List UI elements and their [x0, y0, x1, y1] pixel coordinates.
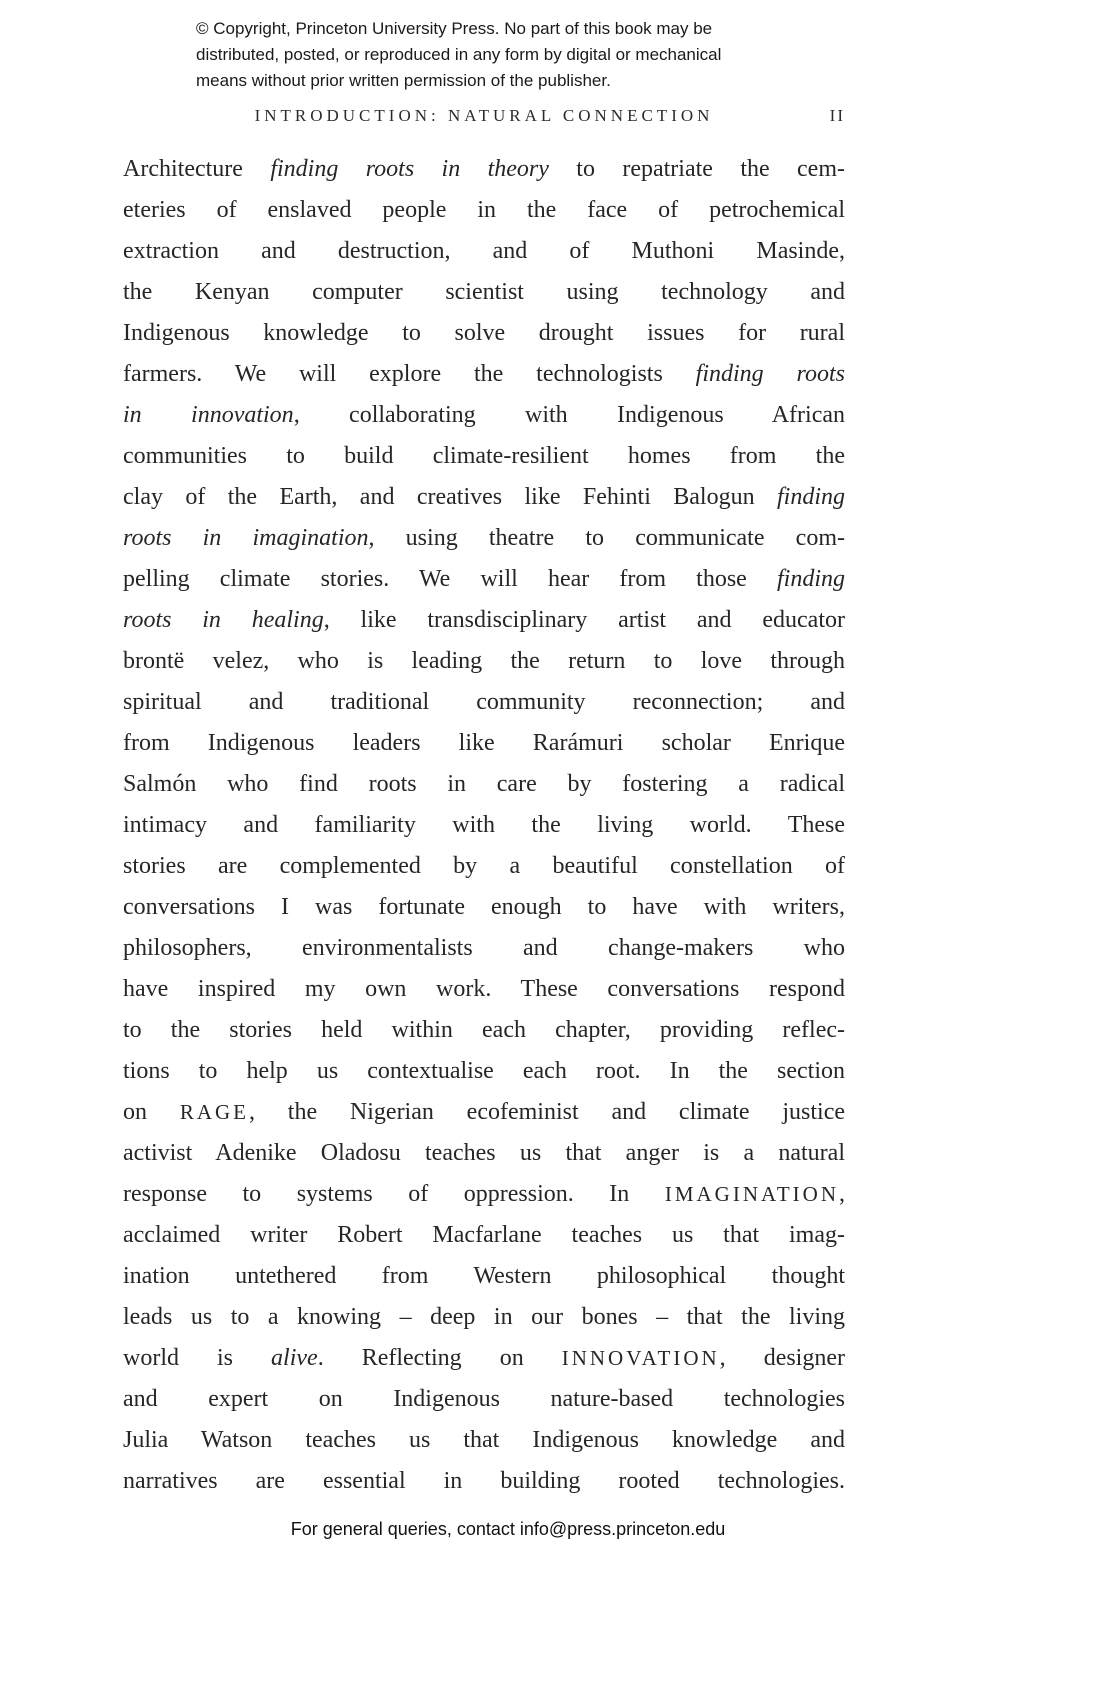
- smallcaps-text: IMAGINATION: [664, 1182, 839, 1206]
- text: stories are complemented by a beautiful constellation of: [123, 853, 845, 879]
- body-line: [123, 1051, 845, 1092]
- text: Julia Watson teaches us that Indigenous knowledge and: [123, 1427, 845, 1453]
- body-line: [123, 436, 845, 477]
- body-line: [123, 1420, 845, 1461]
- copyright-line: © Copyright, Princeton University Press. No part of this book may be: [196, 19, 713, 38]
- body-line: [123, 846, 845, 887]
- italic-text: in innovation: [123, 402, 294, 428]
- smallcaps-text: INNOVATION: [561, 1346, 720, 1370]
- body-line: [123, 559, 845, 600]
- body-line: [123, 805, 845, 846]
- text: intimacy and familiarity with the living world. These: [123, 812, 845, 838]
- italic-text: finding roots in theory: [270, 156, 549, 182]
- text: , the Nigerian ecofeminist and climate justice: [248, 1099, 845, 1125]
- text: philosophers, environmentalists and change-makers who: [123, 935, 845, 961]
- body-line: [123, 477, 845, 518]
- body-line: [123, 313, 845, 354]
- body-line: [123, 272, 845, 313]
- body-line: [123, 1379, 845, 1420]
- text: pelling climate stories. We will hear from those: [123, 566, 777, 592]
- chapter-title: INTRODUCTION: NATURAL CONNECTION: [254, 106, 714, 125]
- italic-text: roots in healing: [123, 607, 324, 633]
- text: acclaimed writer Robert Macfarlane teaches us that imag-: [123, 1222, 845, 1248]
- body-line: [123, 764, 845, 805]
- text: brontë velez, who is leading the return to love through: [123, 648, 845, 674]
- italic-text: finding: [776, 566, 845, 592]
- copyright-line: means without prior written permission of the publisher.: [196, 71, 611, 90]
- text: , using theatre to communicate com-: [368, 525, 845, 551]
- text: . Reflecting on: [317, 1345, 562, 1371]
- text: narratives are essential in building rooted technologies.: [123, 1468, 845, 1494]
- text: extraction and destruction, and of Muthoni Masinde,: [123, 238, 845, 264]
- body-line: [123, 969, 845, 1010]
- text: response to systems of oppression. In: [123, 1181, 665, 1207]
- italic-text: finding roots: [695, 361, 845, 387]
- body-line: [123, 641, 845, 682]
- text: eteries of enslaved people in the face of petrochemical: [123, 197, 845, 223]
- text: tions to help us contextualise each root. In the section: [123, 1058, 845, 1084]
- body-line: [123, 395, 845, 436]
- body-line: [123, 1092, 845, 1133]
- text: to repatriate the cem-: [548, 156, 845, 182]
- body-line: [123, 600, 845, 641]
- footer-queries: For general queries, contact info@press.princeton.edu: [290, 1519, 726, 1539]
- text: have inspired my own work. These conversations respond: [123, 976, 845, 1002]
- body-line: [123, 1297, 845, 1338]
- text: activist Adenike Oladosu teaches us that anger is a natural: [123, 1140, 845, 1166]
- body-line: [123, 354, 845, 395]
- body-line: [123, 1133, 845, 1174]
- text: and expert on Indigenous nature-based technologies: [123, 1386, 845, 1412]
- body-line: [123, 1338, 845, 1379]
- body-line: [123, 1461, 845, 1502]
- body-line: [123, 1010, 845, 1051]
- text: spiritual and traditional community reconnection; and: [123, 689, 845, 715]
- text: Architecture: [123, 156, 271, 182]
- body-line: [123, 723, 845, 764]
- body-line: [123, 231, 845, 272]
- text: ination untethered from Western philosophical thought: [123, 1263, 845, 1289]
- text: leads us to a knowing – deep in our bones – that the living: [123, 1304, 845, 1330]
- body-line: [123, 928, 845, 969]
- text: to the stories held within each chapter, providing reflec-: [123, 1017, 845, 1043]
- text: on: [123, 1099, 180, 1125]
- text: the Kenyan computer scientist using technology and: [123, 279, 845, 305]
- running-header: [123, 106, 845, 126]
- body-line: [123, 1256, 845, 1297]
- body-line: [123, 1174, 845, 1215]
- smallcaps-text: RAGE: [179, 1100, 249, 1124]
- text: communities to build climate-resilient homes from the: [123, 443, 845, 469]
- text: farmers. We will explore the technologists: [123, 361, 696, 387]
- body-line: [123, 1215, 845, 1256]
- text: Salmón who find roots in care by fostering a radical: [123, 771, 845, 797]
- italic-text: alive: [271, 1345, 318, 1371]
- body-line: [123, 149, 845, 190]
- text: clay of the Earth, and creatives like Fehinti Balogun: [123, 484, 777, 510]
- text: , like transdisciplinary artist and educator: [323, 607, 845, 633]
- text: , collaborating with Indigenous African: [293, 402, 846, 428]
- italic-text: finding: [776, 484, 845, 510]
- text: conversations I was fortunate enough to have with writers,: [123, 894, 845, 920]
- text: world is: [123, 1345, 272, 1371]
- text: Indigenous knowledge to solve drought issues for rural: [123, 320, 845, 346]
- body-line: [123, 518, 845, 559]
- body-line: [123, 887, 845, 928]
- body-line: [123, 682, 845, 723]
- body-line: [123, 190, 845, 231]
- text: from Indigenous leaders like Rarámuri scholar Enrique: [123, 730, 845, 756]
- text: ,: [839, 1181, 845, 1207]
- copyright-notice: [196, 16, 856, 94]
- copyright-line: distributed, posted, or reproduced in any form by digital or mechanical: [196, 45, 722, 64]
- page-number: II: [829, 106, 845, 125]
- italic-text: roots in imagination: [123, 525, 369, 551]
- text: , designer: [719, 1345, 845, 1371]
- body-text: [123, 149, 845, 1502]
